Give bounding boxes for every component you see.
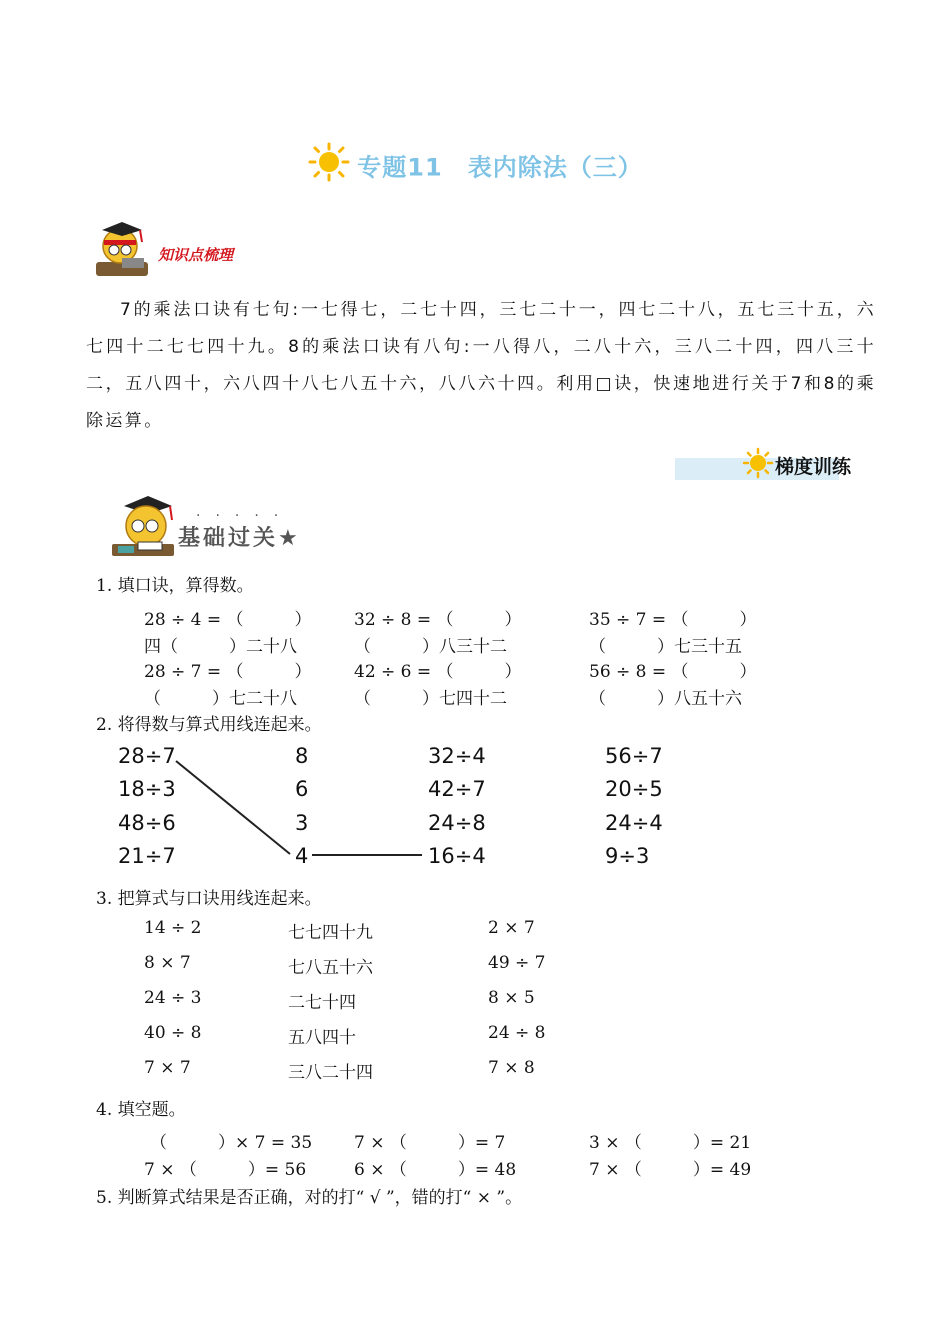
- q2-expression: 42÷7: [428, 777, 486, 801]
- q2-expression: 20÷5: [605, 777, 663, 801]
- q3-rhyme: 七七四十九: [288, 923, 373, 943]
- q3-title: 3. 把算式与口诀用线连起来。: [96, 889, 322, 909]
- q2-result: 4: [295, 844, 309, 868]
- q2-expression: 32÷4: [428, 744, 486, 768]
- q1-cell: 56 ÷ 8 = （ ）: [589, 662, 757, 682]
- q3-expression: 7 × 8: [488, 1058, 535, 1078]
- q2-expression: 48÷6: [118, 811, 176, 835]
- q2-expression: 21÷7: [118, 844, 176, 868]
- q4-title: 4. 填空题。: [96, 1100, 186, 1120]
- knowledge-badge: 知识点梳理: [158, 246, 234, 264]
- q4-blank: （ ）× 7 = 35: [150, 1133, 313, 1153]
- q2-result: 6: [295, 777, 309, 801]
- q1-cell: 32 ÷ 8 = （ ）: [354, 610, 522, 630]
- q1-cell: （ ）七二十八: [144, 689, 297, 709]
- q4-blank: 7 × （ ）= 7: [354, 1133, 506, 1153]
- q2-expression: 16÷4: [428, 844, 486, 868]
- q3-expression: 24 ÷ 8: [488, 1023, 546, 1043]
- q3-expression: 40 ÷ 8: [144, 1023, 202, 1043]
- q1-title: 1. 填口诀，算得数。: [96, 576, 254, 596]
- q2-result: 8: [295, 744, 309, 768]
- q2-expression: 18÷3: [118, 777, 176, 801]
- q3-expression: 7 × 7: [144, 1058, 191, 1078]
- knowledge-text: 7的乘法口诀有七句:一七得七，二七十四，三七二十一，四七二十八，五七三十五，六七四十二七七四十九。8的乘法口诀有八句:一八得八，二八十六，三八二十四，四八三十二，五八四十，六八四十八七八五十六，八八六十四。利用□诀，快速地进行关于7和8的乘除运算。: [86, 300, 876, 431]
- q3-expression: 14 ÷ 2: [144, 918, 202, 938]
- q4-blank: 7 × （ ）= 49: [589, 1160, 752, 1180]
- q1-cell: （ ）七四十二: [354, 689, 507, 709]
- q3-rhyme: 五八四十: [288, 1028, 356, 1048]
- q3-rhyme: 二七十四: [288, 993, 356, 1013]
- q2-title: 2. 将得数与算式用线连起来。: [96, 715, 322, 735]
- q5-title: 5. 判断算式结果是否正确，对的打“ √ ”，错的打“ × ”。: [96, 1188, 523, 1208]
- q3-expression: 8 × 7: [144, 953, 191, 973]
- q1-cell: （ ）七三十五: [589, 637, 742, 657]
- q2-expression: 24÷4: [605, 811, 663, 835]
- title-text: 专题11 表内除法（三）: [357, 153, 643, 182]
- q4-blank: 7 × （ ）= 56: [144, 1160, 307, 1180]
- q3-rhyme: 七八五十六: [288, 958, 373, 978]
- q2-expression: 28÷7: [118, 744, 176, 768]
- q1-cell: （ ）八三十二: [354, 637, 507, 657]
- q2-expression: 56÷7: [605, 744, 663, 768]
- q1-cell: 42 ÷ 6 = （ ）: [354, 662, 522, 682]
- q3-expression: 24 ÷ 3: [144, 988, 202, 1008]
- q3-expression: 2 × 7: [488, 918, 535, 938]
- q1-cell: 35 ÷ 7 = （ ）: [589, 610, 757, 630]
- q1-cell: 四（ ）二十八: [144, 637, 297, 657]
- q1-cell: 28 ÷ 7 = （ ）: [144, 662, 312, 682]
- q3-expression: 8 × 5: [488, 988, 535, 1008]
- basic-badge: 基础过关★: [178, 526, 301, 551]
- badge-dots: ·····: [196, 508, 294, 524]
- q3-rhyme: 三八二十四: [288, 1063, 373, 1083]
- section-bar-title: 梯度训练: [775, 456, 852, 478]
- q2-result: 3: [295, 811, 309, 835]
- q3-expression: 49 ÷ 7: [488, 953, 546, 973]
- q4-blank: 3 × （ ）= 21: [589, 1133, 752, 1153]
- q1-cell: （ ）八五十六: [589, 689, 742, 709]
- connector-line: [176, 761, 290, 854]
- q4-blank: 6 × （ ）= 48: [354, 1160, 517, 1180]
- q2-expression: 9÷3: [605, 844, 650, 868]
- q2-expression: 24÷8: [428, 811, 486, 835]
- q1-cell: 28 ÷ 4 = （ ）: [144, 610, 312, 630]
